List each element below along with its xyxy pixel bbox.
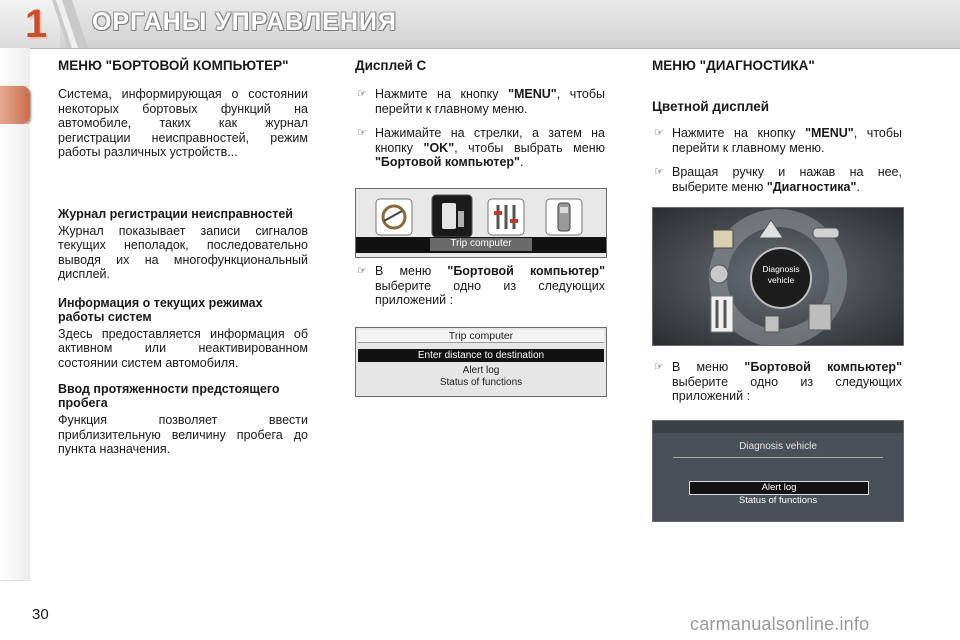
button-name: "MENU" <box>805 126 854 140</box>
menu-title: Trip computer <box>358 330 604 343</box>
navigation-icon <box>376 199 412 235</box>
subsection-text: Функция позволяет ввести приблизительную величину пробега до пункта назначения. <box>58 413 308 456</box>
oil-icon <box>765 316 779 332</box>
text: Нажмите на кнопку <box>375 87 509 101</box>
chapter-tab[interactable] <box>0 542 30 581</box>
column-diagnostics <box>652 58 902 204</box>
pointing-hand-icon: ☞ <box>357 127 367 139</box>
column-display-c-continued <box>355 264 605 318</box>
text: Нажимайте на стрелки, а затем на кнопку <box>375 126 605 155</box>
display-c-main-menu-screen <box>355 188 607 258</box>
car-icon <box>813 228 839 238</box>
text: выберите одно из следующих приложений : <box>672 374 902 403</box>
dial-label-line: Diagnosis <box>762 264 800 274</box>
section-heading: МЕНЮ "ДИАГНОСТИКА" <box>652 58 815 73</box>
menu-title: Diagnosis vehicle <box>739 441 817 452</box>
instruction-item <box>652 165 902 194</box>
subsection-heading: Цветной дисплей <box>652 99 770 114</box>
telephone-icon <box>546 199 582 235</box>
chapter-tab[interactable] <box>0 276 30 315</box>
chapter-tab-active[interactable] <box>0 86 30 125</box>
instruction-item <box>355 87 605 116</box>
menu-name: "Бортовой компьютер" <box>375 155 520 169</box>
page-title: ОРГАНЫ УПРАВЛЕНИЯ <box>92 8 397 36</box>
status-bar <box>653 421 903 433</box>
menu-name: "Бортовой компьютер" <box>447 264 605 278</box>
subsection-text: Здесь предоставляется информация об активном или неактивированном состоянии систем автомобиля. <box>58 326 308 370</box>
chapter-tab[interactable] <box>0 162 30 201</box>
color-display-diagnosis-screen <box>652 420 904 522</box>
section-heading: МЕНЮ "БОРТОВОЙ КОМПЬЮТЕР" <box>58 58 289 73</box>
subsection-heading: Ввод протяженности предстоящего пробега <box>58 382 280 410</box>
menu-item[interactable]: Status of functions <box>738 495 818 506</box>
menu-name: "Диагностика" <box>766 179 857 194</box>
pointing-hand-icon: ☞ <box>654 361 664 373</box>
chapter-tab[interactable] <box>0 48 30 87</box>
text: , чтобы перейти к главному меню. <box>672 126 902 155</box>
intro-text: Система, информирующая о состоянии некоторых бортовых функций на автомобиле, таких как журнал регистрации неисправностей, режим работы различных устройств... <box>58 87 308 159</box>
page-header <box>0 0 960 49</box>
chapter-tab[interactable] <box>0 352 30 391</box>
text: . <box>519 155 524 169</box>
menu-item[interactable]: Alert log <box>462 365 500 376</box>
chapter-tab[interactable] <box>0 504 30 543</box>
text: выберите одно из следующих приложений : <box>375 278 605 307</box>
pointing-hand-icon: ☞ <box>654 127 664 139</box>
dial-label-line: vehicle <box>767 275 795 285</box>
tyre-icon <box>809 304 831 330</box>
chapter-tab[interactable] <box>0 200 30 239</box>
instruction-item <box>652 360 902 404</box>
column-trip-computer <box>58 58 308 457</box>
audio-settings-icon <box>488 199 524 235</box>
menu-item-selected[interactable]: Alert log <box>689 481 869 495</box>
menu-name: "Бортовой компьютер" <box>744 360 902 374</box>
text: Вращая ручку и нажав на нее, выберите меню <box>672 165 902 194</box>
header-divider-icon <box>52 0 88 48</box>
text: В меню <box>672 360 745 374</box>
chapter-tab[interactable] <box>0 314 30 353</box>
watermark: carmanualsonline.info <box>690 614 870 634</box>
text: . <box>856 179 860 194</box>
text: , чтобы выбрать меню <box>454 140 605 155</box>
book-icon <box>713 230 733 248</box>
subsection-heading: Информация о текущих режимах работы систем <box>58 295 263 324</box>
instruction-item <box>652 126 902 155</box>
trip-computer-icon <box>432 195 472 237</box>
column-display-c <box>355 58 605 180</box>
chapter-tab[interactable] <box>0 238 30 277</box>
button-name: "MENU" <box>508 87 557 101</box>
chapter-tab[interactable] <box>0 390 30 429</box>
chapter-number: 1 <box>24 2 48 46</box>
trip-computer-menu-screen <box>355 327 607 397</box>
menu-item-selected[interactable]: Enter distance to destination <box>358 349 604 362</box>
text: Нажмите на кнопку <box>672 126 806 140</box>
button-name: "OK" <box>423 140 455 155</box>
page-number: 30 <box>32 606 49 623</box>
chapter-tab[interactable] <box>0 124 30 163</box>
selected-menu-label: Trip computer <box>450 238 512 249</box>
chapter-tab[interactable] <box>0 466 30 505</box>
pointing-hand-icon: ☞ <box>654 166 664 178</box>
column-diagnostics-continued <box>652 360 902 414</box>
instruction-item <box>355 264 605 308</box>
chapter-tab[interactable] <box>0 428 30 467</box>
settings-icon <box>710 265 728 283</box>
instruction-item <box>355 126 605 170</box>
chapter-tabs <box>0 48 30 588</box>
pointing-hand-icon: ☞ <box>357 88 367 100</box>
menu-item[interactable]: Status of functions <box>439 377 523 388</box>
text: , чтобы перейти к главному меню. <box>375 87 605 116</box>
subsection-heading: Журнал регистрации неисправностей <box>58 206 293 221</box>
color-display-dial-screen <box>652 207 904 346</box>
divider <box>673 457 883 458</box>
subsection-text: Журнал показывает записи сигналов текущих неполадок, последовательно выводя их на многофункциональный дисплей. <box>58 223 308 281</box>
pointing-hand-icon: ☞ <box>357 265 367 277</box>
tools-icon <box>711 296 733 332</box>
section-heading: Дисплей C <box>355 58 427 73</box>
text: В меню <box>375 264 448 278</box>
dial-center-label <box>751 264 811 286</box>
